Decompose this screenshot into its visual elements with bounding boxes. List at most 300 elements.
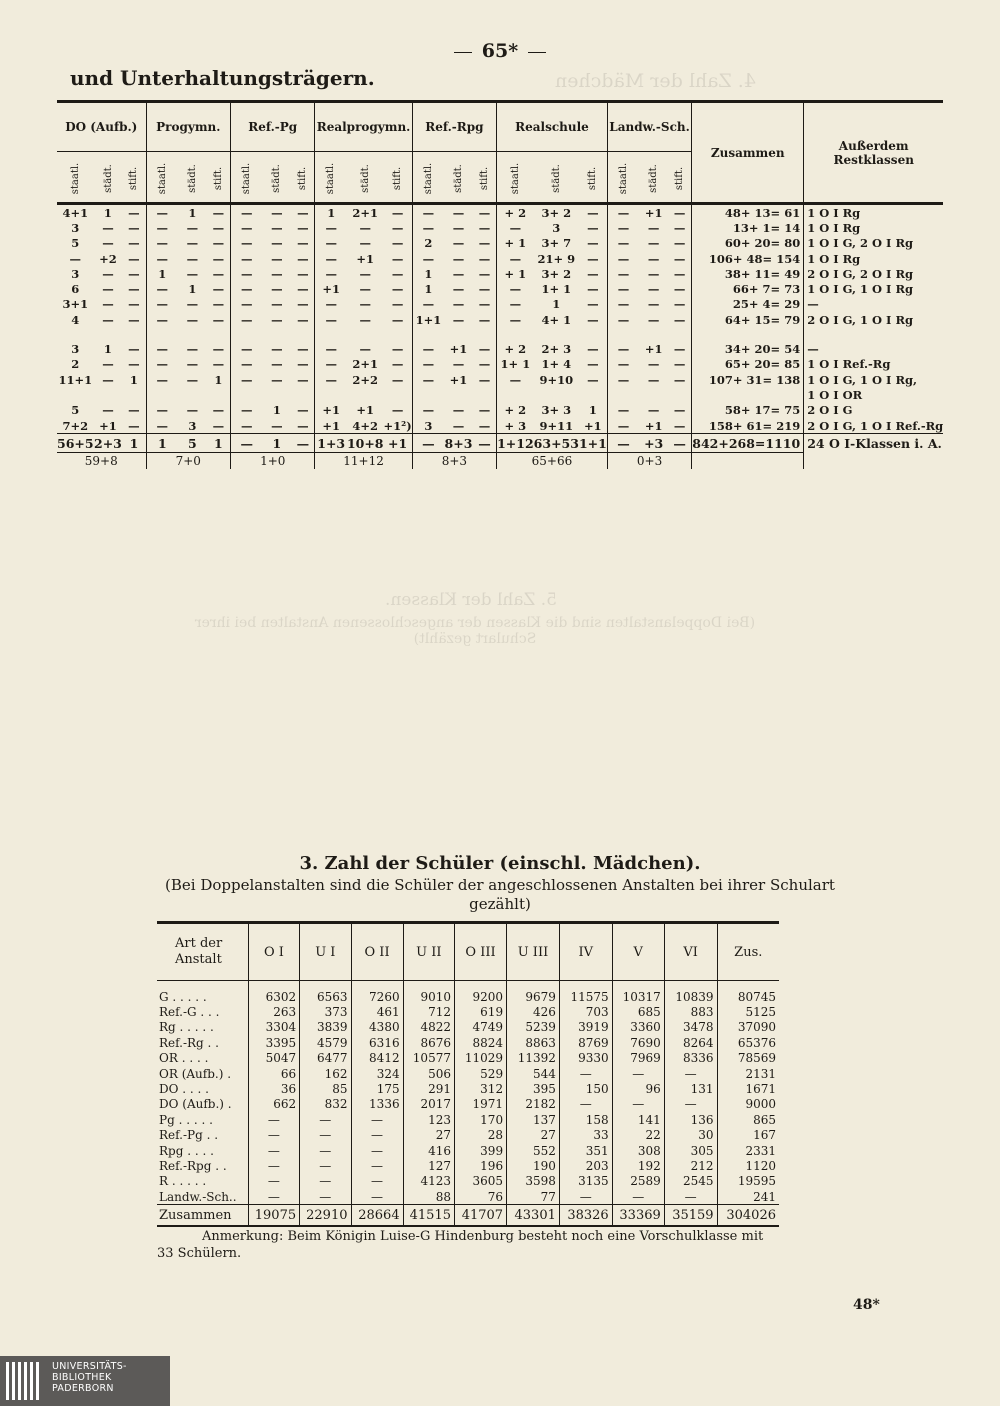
students-table [157, 921, 779, 1227]
table-cell: 21+ 9 [537, 251, 576, 266]
total-cell: 41707 [454, 1205, 506, 1227]
table-cell: 1 [424, 266, 433, 281]
table-cell: — [122, 312, 146, 327]
table-cell: — [351, 1158, 403, 1173]
table-cell: — [668, 341, 692, 356]
table-cell [444, 387, 473, 402]
school-type: G . . . . . [159, 989, 207, 1004]
restklassen-cell: 1 O I G, 1 O I Rg, [807, 372, 918, 387]
table-cell: — [271, 357, 283, 372]
school-type: Landw.-Sch.. [159, 1189, 237, 1204]
table-cell: — [291, 418, 315, 434]
restklassen-cell: 1 O I OR [807, 387, 863, 402]
ausserdem-header: Außerdem Restklassen [804, 102, 944, 204]
table-cell: — [300, 1174, 351, 1189]
table-cell: 2+2 [352, 372, 379, 387]
table-row [57, 266, 943, 281]
table-cell: — [617, 220, 630, 235]
school-type: Ref.-Pg . . [159, 1128, 219, 1143]
table-cell: — [668, 312, 692, 327]
school-type: Ref.-Rg . . [159, 1035, 219, 1050]
table-cell: 2+1 [352, 357, 379, 372]
sum-cell: — [412, 434, 444, 453]
sum-cell: 1 [146, 434, 178, 453]
column-header: U II [403, 923, 454, 981]
table-cell: — [452, 236, 465, 251]
table-cell: — [300, 1112, 351, 1127]
table-cell: — [102, 312, 114, 327]
table-cell: — [102, 236, 114, 251]
table-cell: — [102, 220, 114, 235]
table-cell: 9+10 [539, 372, 574, 387]
table-cell: 27 [507, 1128, 560, 1143]
group-total: 65+66 [497, 453, 608, 470]
table-cell: — [617, 205, 630, 220]
table-cell: 3304 [248, 1020, 299, 1035]
table-cell: 7969 [612, 1051, 664, 1066]
table-cell: — [156, 372, 169, 387]
table-cell: — [240, 418, 253, 433]
restklassen-cell: 1 O I G, 2 O I Rg [807, 236, 914, 251]
total-cell: 33369 [612, 1205, 664, 1227]
table-cell: — [102, 403, 114, 418]
table-cell: 4+ 1 [541, 312, 572, 327]
table-cell: 3839 [300, 1020, 351, 1035]
table-cell: — [647, 282, 660, 297]
table-cell: — [509, 372, 522, 387]
table-cell: +1 [449, 342, 468, 357]
table-cell [579, 387, 607, 402]
table-cell: — [240, 236, 253, 251]
table-cell: — [647, 251, 660, 266]
table-cell: — [271, 220, 283, 235]
table-cell: 7260 [351, 981, 403, 1005]
group-total: 1+0 [231, 453, 315, 470]
sub-header-label: staatl. [69, 162, 81, 195]
column-header: U I [300, 923, 351, 981]
table-row [157, 1143, 779, 1158]
table-row [57, 236, 943, 251]
table-cell [94, 387, 123, 402]
table-cell: 263 [248, 1004, 299, 1019]
table-cell: 5 [71, 236, 80, 251]
table-row [157, 1020, 779, 1035]
table-cell: — [325, 251, 337, 266]
table-cell: — [509, 220, 522, 235]
table-cell: 1+1 [415, 312, 442, 327]
table-cell: — [271, 205, 283, 220]
table-cell: 4 [71, 312, 80, 327]
table-cell: 78569 [717, 1051, 779, 1066]
school-type: Rpg . . . . [159, 1143, 214, 1158]
table-cell [291, 387, 315, 402]
table-cell: — [156, 282, 169, 297]
column-header: Zus. [717, 923, 779, 981]
total-cell: 43301 [507, 1205, 560, 1227]
table-cell: — [612, 1097, 664, 1112]
table-cell: — [473, 341, 497, 356]
table-cell: 883 [664, 1004, 717, 1019]
total-cell: 35159 [664, 1205, 717, 1227]
table-cell: — [122, 297, 146, 312]
table-cell: +1 [449, 372, 468, 387]
table-cell: 1+ 4 [541, 357, 572, 372]
table-cell: 37090 [717, 1020, 779, 1035]
table-cell: 685 [612, 1004, 664, 1019]
table-cell: 2 [424, 236, 433, 251]
column-header: O III [454, 923, 506, 981]
table-cell: — [664, 1097, 717, 1112]
table-cell: — [186, 220, 199, 235]
table-cell: — [579, 312, 607, 327]
table-cell: +2 [99, 251, 117, 266]
table-cell: 2 [71, 357, 80, 372]
table-cell: — [240, 403, 253, 418]
table-cell: 3598 [507, 1174, 560, 1189]
sum-cell: — [607, 434, 639, 453]
table-cell: 85 [300, 1081, 351, 1096]
table-cell: — [473, 266, 497, 281]
table-cell: — [122, 341, 146, 356]
table-cell: 4380 [351, 1020, 403, 1035]
restklassen-cell: — [807, 297, 819, 312]
group-total: 59+8 [57, 453, 146, 470]
table-cell: — [207, 251, 231, 266]
table-cell: — [325, 266, 337, 281]
table-cell: 196 [454, 1158, 506, 1173]
total-label: Zusammen [157, 1205, 248, 1227]
table-cell: 529 [454, 1066, 506, 1081]
table-cell: — [452, 282, 465, 297]
table-cell: — [422, 251, 435, 266]
restklassen-cell: 1 O I G, 1 O I Rg [807, 282, 914, 297]
sub-header-label: staatl. [422, 162, 434, 195]
table-cell: 28 [454, 1128, 506, 1143]
table-cell: — [156, 312, 169, 327]
row-total: 60+ 20= 80 [692, 236, 804, 251]
table-cell: — [300, 1143, 351, 1158]
table-cell: 506 [403, 1066, 454, 1081]
table-cell: — [668, 281, 692, 296]
table-cell: — [207, 312, 231, 327]
restklassen-cell: 2 O I G, 1 O I Ref.-Rg [807, 418, 944, 433]
table-cell: — [452, 312, 465, 327]
table-cell: 6302 [248, 981, 299, 1005]
table-cell: 712 [403, 1004, 454, 1019]
school-type: R . . . . . [159, 1174, 207, 1189]
table-cell: — [248, 1158, 299, 1173]
table-cell: 36 [248, 1081, 299, 1096]
table-cell: — [473, 251, 497, 266]
table-cell: 8676 [403, 1035, 454, 1050]
table-row [157, 1112, 779, 1127]
table-cell: — [359, 342, 371, 357]
row-total: 48+ 13= 61 [692, 204, 804, 221]
table-cell [207, 387, 231, 402]
table-cell: — [422, 403, 435, 418]
table-row [57, 327, 943, 341]
table-cell: — [122, 418, 146, 434]
table-cell: 8336 [664, 1051, 717, 1066]
table-cell: — [579, 372, 607, 387]
table-cell: — [207, 297, 231, 312]
table-cell: 2545 [664, 1174, 717, 1189]
table-cell: — [452, 297, 465, 312]
row-total: 25+ 4= 29 [692, 297, 804, 312]
table-cell: — [300, 1128, 351, 1143]
table-cell: — [384, 220, 413, 235]
table-cell: — [559, 1189, 612, 1205]
table-cell: 1 [188, 282, 197, 297]
table-cell: — [291, 312, 315, 327]
table-cell: — [384, 236, 413, 251]
table-cell: — [473, 204, 497, 221]
table-cell: — [240, 205, 253, 220]
table-cell: — [351, 1143, 403, 1158]
group-total: 11+12 [315, 453, 412, 470]
table-cell: 2017 [403, 1097, 454, 1112]
sub-header-label: stift. [478, 166, 490, 191]
table-cell: — [207, 357, 231, 372]
table-cell: — [122, 220, 146, 235]
table-cell: 203 [559, 1158, 612, 1173]
table-cell: — [647, 372, 660, 387]
table-cell: 11575 [559, 981, 612, 1005]
table-cell: +1 [322, 403, 341, 418]
table-cell [122, 387, 146, 402]
table-cell: — [359, 266, 371, 281]
column-header: IV [559, 923, 612, 981]
table-cell: — [612, 1189, 664, 1205]
table-cell: — [473, 312, 497, 327]
table-cell: — [647, 236, 660, 251]
table-cell: — [579, 251, 607, 266]
library-line1: UNIVERSITÄTS- [52, 1361, 127, 1372]
table-cell: 127 [403, 1158, 454, 1173]
row-total: 106+ 48= 154 [692, 251, 804, 266]
grand-total: 842+268=1110 [692, 434, 804, 453]
table-row [57, 297, 943, 312]
table-cell: — [102, 372, 114, 387]
table-cell: — [473, 357, 497, 372]
table-cell: — [325, 236, 337, 251]
table-cell: — [668, 266, 692, 281]
sum-cell: 1+3 [315, 434, 347, 453]
table-cell: — [384, 312, 413, 327]
table-cell: — [452, 357, 465, 372]
table-cell: 8769 [559, 1035, 612, 1050]
sub-header-label: städt. [452, 164, 464, 193]
sum-cell: 1 [262, 434, 291, 453]
table-cell: 3 [552, 220, 561, 235]
table-cell: — [186, 342, 199, 357]
table-cell: +1 [644, 342, 663, 357]
sum-cell: 2+3 [94, 435, 122, 451]
table-cell: — [240, 297, 253, 312]
table-cell: 1 [327, 205, 336, 220]
table-cell: — [325, 342, 337, 357]
table-cell: 10577 [403, 1051, 454, 1066]
table-cell [384, 387, 413, 402]
table-cell: — [156, 251, 169, 266]
restklassen-cell: 1 O I Rg [807, 205, 861, 220]
table-cell: — [271, 297, 283, 312]
table-cell: — [102, 297, 114, 312]
table-cell: — [271, 266, 283, 281]
table-cell: — [452, 266, 465, 281]
table-cell: — [122, 403, 146, 418]
table-cell: — [156, 205, 169, 220]
footnote: Anmerkung: Beim Königin Luise-G Hindenburg besteht noch eine Vorschulklasse mit 33 Schülern. [157, 1229, 764, 1261]
table-cell [315, 387, 347, 402]
row-total: 158+ 61= 219 [692, 418, 804, 434]
restklassen-cell: 2 O I G [807, 403, 853, 418]
sub-header-label: stift. [674, 166, 686, 191]
table-cell: — [122, 236, 146, 251]
table-cell: — [291, 281, 315, 296]
table-cell: — [647, 266, 660, 281]
table-cell: 1 [122, 372, 146, 387]
table-cell: — [617, 342, 630, 357]
table-cell: — [612, 1066, 664, 1081]
table-cell: — [668, 236, 692, 251]
table-cell: — [271, 418, 283, 433]
column-header: O I [248, 923, 299, 981]
table-cell: 3 [424, 418, 433, 433]
table-cell: 2+ 3 [541, 342, 572, 357]
table-cell: — [186, 297, 199, 312]
table-cell: 9000 [717, 1097, 779, 1112]
table-cell: 136 [664, 1112, 717, 1127]
table-cell: — [207, 281, 231, 296]
table-cell: — [579, 341, 607, 356]
table-row [57, 251, 943, 266]
table-cell: — [325, 220, 337, 235]
table-cell: 3605 [454, 1174, 506, 1189]
table-cell: +1 [579, 418, 607, 434]
table-cell: 22 [612, 1128, 664, 1143]
table-cell: 212 [664, 1158, 717, 1173]
table-cell: + 3 [504, 418, 527, 433]
table-cell: 1 [424, 282, 433, 297]
table-cell: — [617, 372, 630, 387]
table-cell: — [668, 297, 692, 312]
table-cell: — [668, 403, 692, 418]
table-cell: — [291, 236, 315, 251]
sum-cell: 8+3 [444, 435, 473, 451]
table-cell: — [248, 1143, 299, 1158]
table-cell: — [156, 220, 169, 235]
library-logo [0, 1356, 170, 1406]
table-cell: — [452, 205, 465, 220]
group-total: 8+3 [412, 453, 496, 470]
sum-cell: — [231, 434, 263, 453]
restklassen-cell: 1 O I Rg [807, 220, 861, 235]
table-cell: — [351, 1189, 403, 1205]
sum-cell: — [668, 434, 692, 453]
table-cell [231, 387, 263, 402]
table-cell: — [207, 341, 231, 356]
table-cell: — [156, 236, 169, 251]
table-cell: — [473, 372, 497, 387]
table-cell: 66 [248, 1066, 299, 1081]
table-cell: 9010 [403, 981, 454, 1005]
table-cell: 1+ 1 [541, 282, 572, 297]
page-number: 65* [0, 40, 1000, 62]
table-cell: — [325, 312, 337, 327]
table-row [57, 220, 943, 235]
table-cell: 8863 [507, 1035, 560, 1050]
table-cell: 4822 [403, 1020, 454, 1035]
table-cell: — [240, 342, 253, 357]
table-cell: 619 [454, 1004, 506, 1019]
table-cell: — [207, 266, 231, 281]
table-cell: — [240, 312, 253, 327]
table-cell: — [359, 236, 371, 251]
table-cell: — [617, 282, 630, 297]
table-cell: — [473, 220, 497, 235]
table-cell: 703 [559, 1004, 612, 1019]
sub-header-label: stift. [212, 166, 224, 191]
table-row [157, 1004, 779, 1019]
table-cell: 461 [351, 1004, 403, 1019]
table-row [57, 387, 943, 402]
table-cell: 4749 [454, 1020, 506, 1035]
bleed-through-title-b: 5. Zahl der Klassen. [385, 590, 557, 610]
table-row [157, 1189, 779, 1205]
table-cell: — [207, 236, 231, 251]
table-cell: 544 [507, 1066, 560, 1081]
group-header: Realprogymn. [315, 102, 412, 152]
table-cell: — [271, 342, 283, 357]
table-cell: — [668, 357, 692, 372]
sub-header-label: städt. [550, 164, 562, 193]
table-cell: — [509, 312, 522, 327]
table-cell: 5125 [717, 1004, 779, 1019]
row-total: 13+ 1= 14 [692, 220, 804, 235]
table-cell: 1 [158, 266, 167, 281]
table-cell: 9330 [559, 1051, 612, 1066]
table-cell: 1671 [717, 1081, 779, 1096]
table-cell: — [351, 1128, 403, 1143]
table-cell: 88 [403, 1189, 454, 1205]
table-cell: +1²) [383, 418, 412, 433]
sub-header-label: staatl. [156, 162, 168, 195]
table-cell: — [186, 236, 199, 251]
table-cell: — [300, 1158, 351, 1173]
table-cell: 2331 [717, 1143, 779, 1158]
table-cell: — [207, 403, 231, 418]
table-cell: +1 [322, 418, 341, 433]
table-cell: — [248, 1189, 299, 1205]
table-cell: 6563 [300, 981, 351, 1005]
table-cell: — [617, 236, 630, 251]
table-cell: 7690 [612, 1035, 664, 1050]
table-cell: — [422, 205, 435, 220]
bleed-through-subtitle-b: (Bei Doppelanstalten sind die Klassen der angeschlossenen Anstalten bei ihrer Schulart gezählt) [194, 615, 756, 647]
school-type: OR (Aufb.) . [159, 1066, 232, 1081]
table-cell: 5239 [507, 1020, 560, 1035]
table-cell: 3395 [248, 1035, 299, 1050]
table-cell: 30 [664, 1128, 717, 1143]
table-cell: 3+ 3 [541, 403, 572, 418]
table-cell: 3478 [664, 1020, 717, 1035]
table-cell: 865 [717, 1112, 779, 1127]
table-row [57, 312, 943, 327]
sum-cell: 10+8 [346, 435, 384, 451]
table-cell: — [291, 341, 315, 356]
table-cell: — [617, 266, 630, 281]
